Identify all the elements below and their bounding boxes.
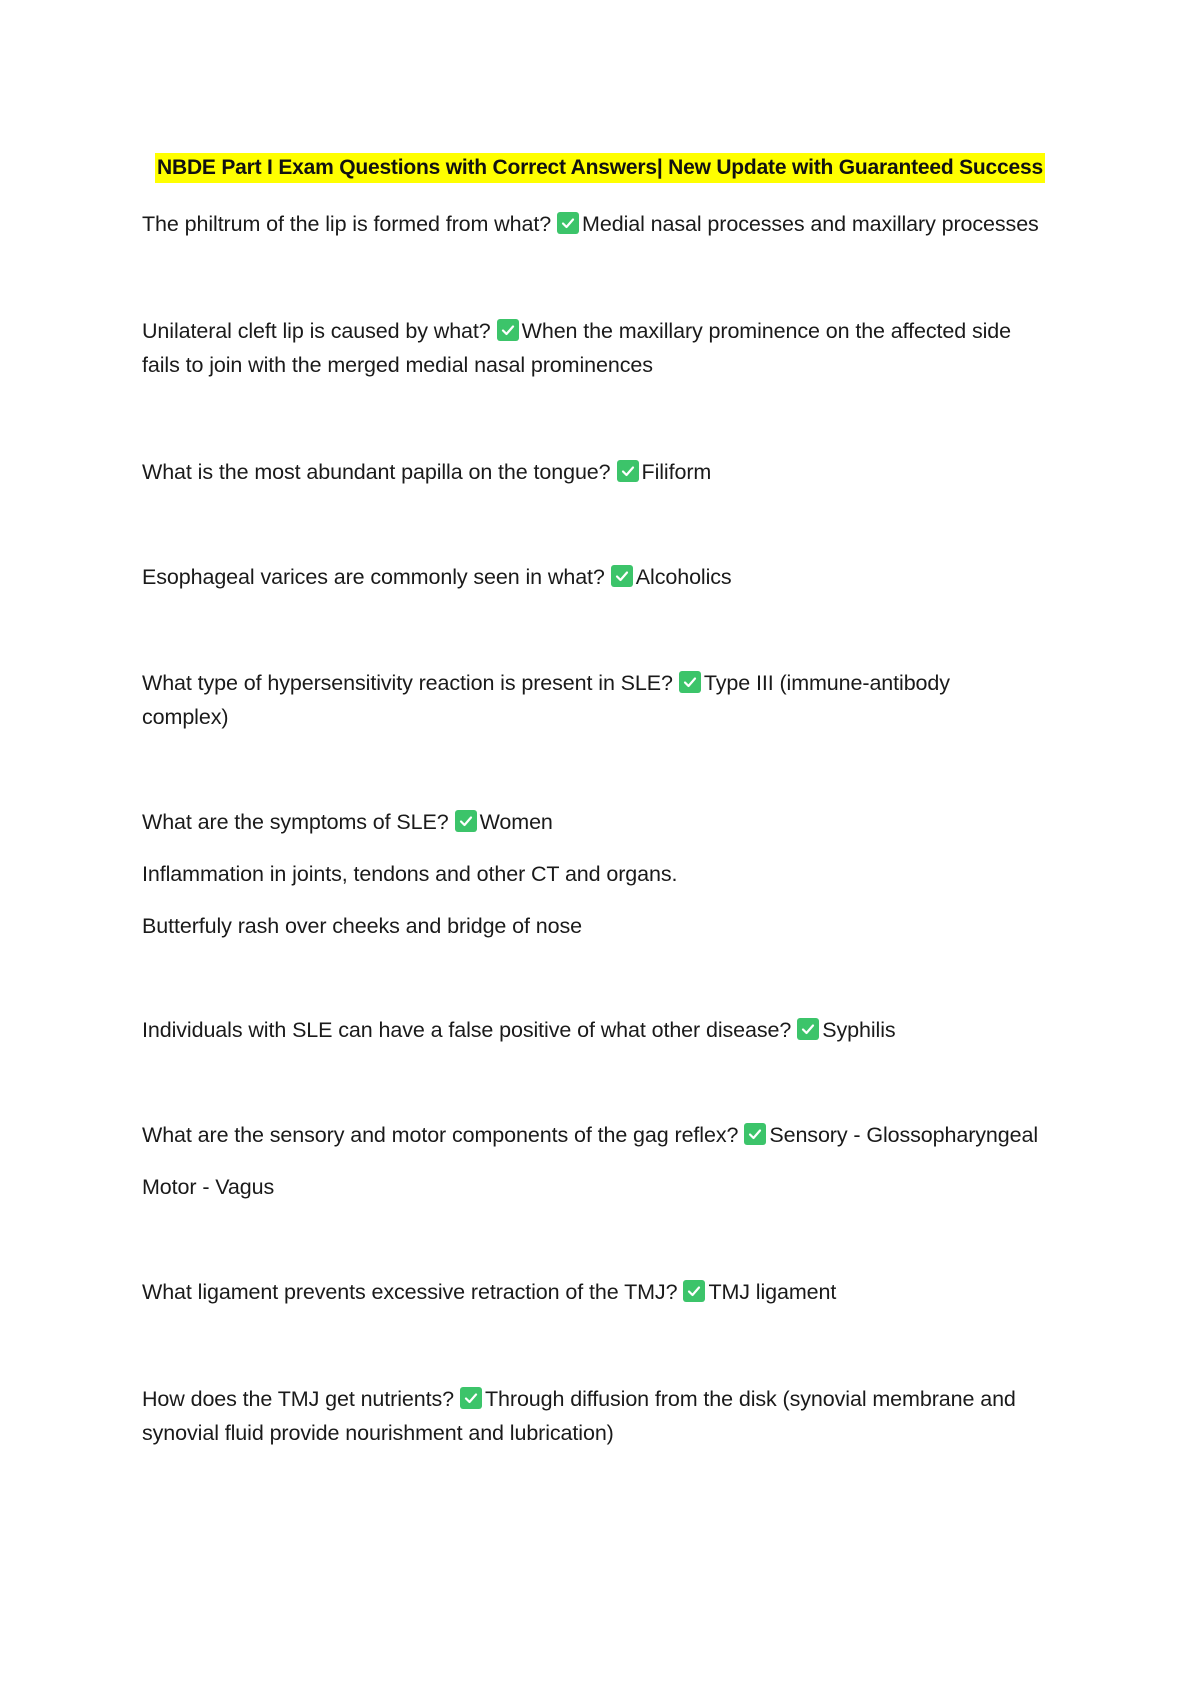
qa-item — [142, 455, 1082, 489]
checkmark-icon — [744, 1123, 766, 1145]
checkmark-icon — [497, 319, 519, 341]
answer-text: Alcoholics — [635, 565, 732, 589]
question-text: What ligament prevents excessive retraction of the TMJ? — [142, 1280, 678, 1304]
checkmark-icon — [683, 1280, 705, 1302]
qa-line — [142, 1118, 1082, 1152]
question-text: Unilateral cleft lip is caused by what? — [142, 319, 491, 343]
question-text: What are the symptoms of SLE? — [142, 810, 449, 834]
qa-item — [142, 805, 1082, 943]
answer-text: Syphilis — [822, 1018, 896, 1042]
checkmark-icon — [557, 212, 579, 234]
qa-item — [142, 1118, 1082, 1204]
document-title: NBDE Part I Exam Questions with Correct Answers| New Update with Guaranteed Success — [155, 153, 1045, 183]
checkmark-icon — [679, 671, 701, 693]
qa-line — [142, 207, 1082, 241]
question-text: Esophageal varices are commonly seen in what? — [142, 565, 605, 589]
answer-text: Sensory - Glossopharyngeal — [769, 1123, 1039, 1147]
question-text: Individuals with SLE can have a false positive of what other disease? — [142, 1018, 792, 1042]
qa-line — [142, 560, 1082, 594]
answer-text: Through diffusion from the disk (synovial membrane and synovial fluid provide nourishment and lubrication) — [142, 1387, 1016, 1445]
answer-text: Filiform — [641, 460, 712, 484]
checkmark-icon — [611, 565, 633, 587]
question-text: How does the TMJ get nutrients? — [142, 1387, 454, 1411]
answer-text: TMJ ligament — [708, 1280, 837, 1304]
qa-line — [142, 1382, 1047, 1450]
answer-extra-line: Inflammation in joints, tendons and other CT and organs. — [142, 862, 678, 886]
qa-item — [142, 207, 1082, 241]
question-text: What is the most abundant papilla on the tongue? — [142, 460, 611, 484]
answer-text: When the maxillary prominence on the affected side fails to join with the merged medial nasal prominences — [142, 319, 1012, 377]
question-text: The philtrum of the lip is formed from what? — [142, 212, 552, 236]
answer-extra-line: Motor - Vagus — [142, 1175, 275, 1199]
checkmark-icon — [617, 460, 639, 482]
qa-line — [142, 314, 1047, 382]
question-text: What are the sensory and motor components of the gag reflex? — [142, 1123, 739, 1147]
checkmark-icon — [455, 810, 477, 832]
qa-item — [142, 314, 1047, 382]
qa-item — [142, 666, 992, 734]
checkmark-icon — [797, 1018, 819, 1040]
answer-text: Medial nasal processes and maxillary processes — [582, 212, 1039, 236]
qa-item — [142, 560, 1082, 594]
qa-line — [142, 455, 1082, 489]
qa-line — [142, 666, 992, 734]
qa-item — [142, 1275, 1082, 1309]
answer-extra-line: Butterfuly rash over cheeks and bridge of nose — [142, 914, 582, 938]
qa-line — [142, 805, 1082, 839]
title-container — [0, 153, 1200, 183]
answer-text: Women — [479, 810, 553, 834]
qa-item — [142, 1013, 1082, 1047]
answer-text: Type III (immune-antibody complex) — [142, 671, 950, 729]
question-text: What type of hypersensitivity reaction is present in SLE? — [142, 671, 673, 695]
qa-line — [142, 1013, 1082, 1047]
qa-item — [142, 1382, 1047, 1450]
qa-line — [142, 1275, 1082, 1309]
checkmark-icon — [460, 1387, 482, 1409]
